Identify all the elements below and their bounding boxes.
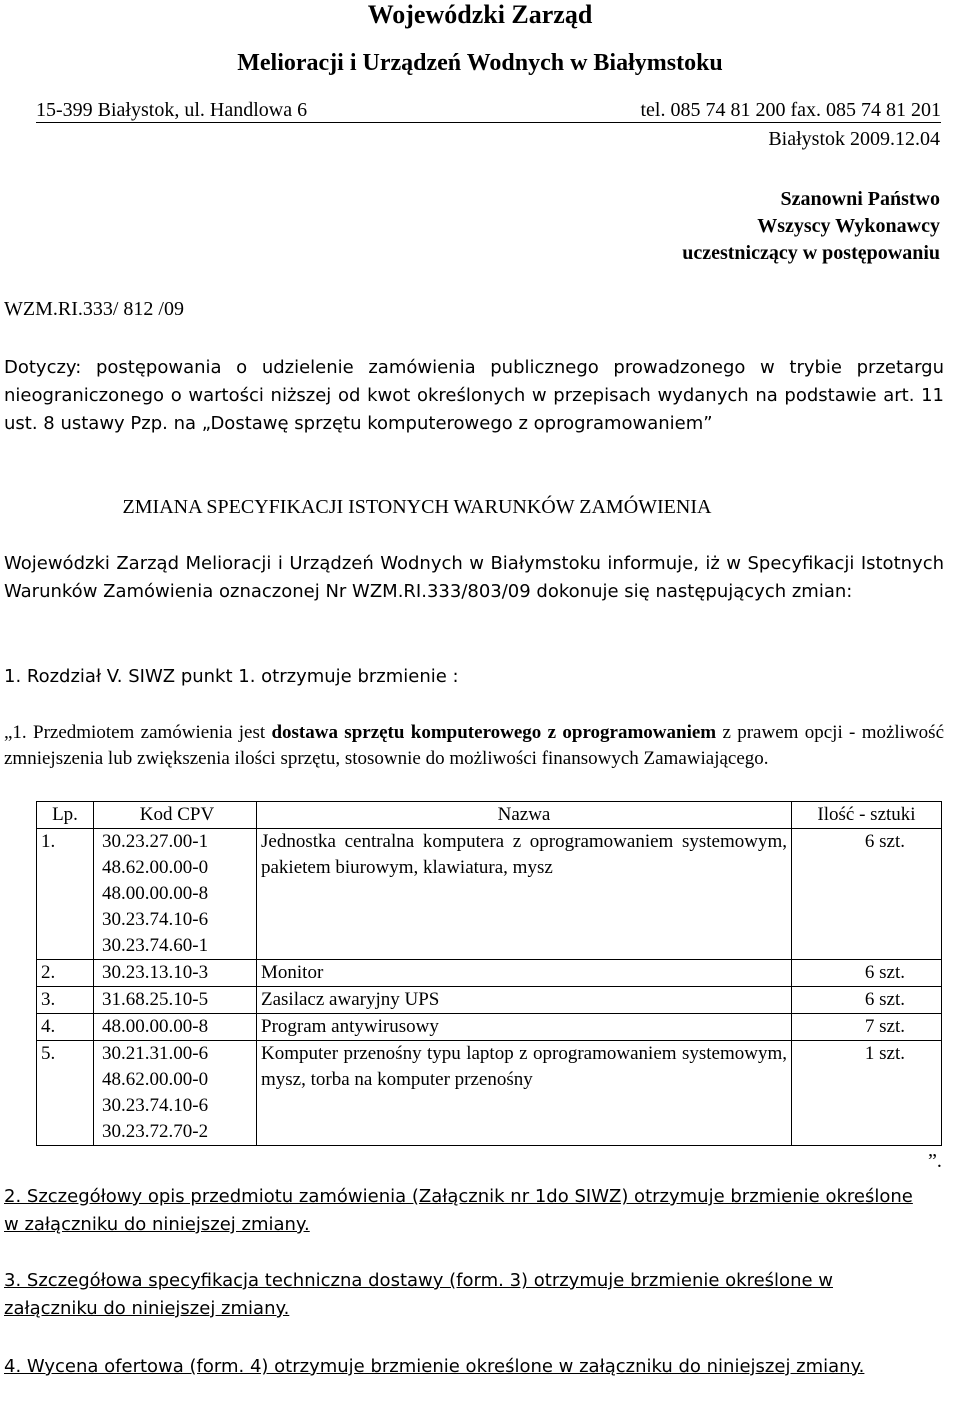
cell-name: Program antywirusowy <box>257 1014 792 1041</box>
address-line <box>36 98 941 123</box>
document-heading: ZMIANA SPECYFIKACJI ISTONYCH WARUNKÓW ZAMÓWIENIA <box>122 496 712 518</box>
change-4-text: 4. Wycena ofertowa (form. 4) otrzymuje brzmienie określone w załączniku do niniejszej zmiany. <box>4 1356 865 1377</box>
header-qty: Ilość - sztuki <box>792 802 942 829</box>
table-row <box>37 829 942 960</box>
header-cpv: Kod CPV <box>94 802 257 829</box>
closing-quote: ”. <box>928 1150 942 1172</box>
cell-lp: 3. <box>37 987 94 1014</box>
cell-cpv: 30.23.13.10-3 <box>94 960 257 987</box>
table-row <box>37 1014 942 1041</box>
phone-fax: tel. 085 74 81 200 fax. 085 74 81 201 <box>640 99 941 121</box>
cell-qty: 7 szt. <box>792 1014 942 1041</box>
table-header-row <box>37 802 942 829</box>
change-2-text: 2. Szczegółowy opis przedmiotu zamówienia (Załącznik nr 1do SIWZ) otrzymuje brzmienie określone w załączniku do niniejszej zmiany. <box>4 1186 913 1235</box>
org-title-line2: Melioracji i Urządzeń Wodnych w Białymstoku <box>237 50 723 76</box>
recipient-line: uczestniczący w postępowaniu <box>682 242 940 264</box>
change-1-label: 1. Rozdział V. SIWZ punkt 1. otrzymuje brzmienie : <box>4 666 459 687</box>
org-title-line1: Wojewódzki Zarząd <box>367 0 593 29</box>
recipient-line: Wszyscy Wykonawcy <box>757 215 940 237</box>
recipient-line: Szanowni Państwo <box>780 188 940 210</box>
change-1-text-start: „1. Przedmiotem zamówienia jest <box>4 722 272 743</box>
cell-cpv: 30.23.27.00-1 48.62.00.00-0 48.00.00.00-8 30.23.74.10-6 30.23.74.60-1 <box>94 829 257 960</box>
change-1-text <box>4 720 944 772</box>
cell-lp: 1. <box>37 829 94 960</box>
cell-qty: 6 szt. <box>792 987 942 1014</box>
cell-name: Komputer przenośny typu laptop z oprogramowaniem systemowym, mysz, torba na komputer przenośny <box>257 1041 792 1146</box>
postal-address: 15-399 Białystok, ul. Handlowa 6 <box>36 99 308 121</box>
change-1-text-bold: dostawa sprzętu komputerowego z oprogramowaniem <box>271 722 717 743</box>
subject-paragraph: Dotyczy: postępowania o udzielenie zamówienia publicznego prowadzonego w trybie przetargu nieograniczonego o wartości niższej od kwot określonych w przepisach wydanych na podstawie art. 11 ust. 8 ustawy Pzp. na „Dostawę sprzętu komputerowego z oprogramowaniem” <box>4 357 944 434</box>
cell-lp: 5. <box>37 1041 94 1146</box>
cell-qty: 6 szt. <box>792 960 942 987</box>
cell-cpv: 31.68.25.10-5 <box>94 987 257 1014</box>
cell-qty: 6 szt. <box>792 829 942 960</box>
table-row <box>37 1041 942 1146</box>
items-table <box>36 801 942 1146</box>
change-1-text-end: z prawem opcji - możliwość zmniejszenia lub zwiększenia ilości sprzętu, stosownie do możliwości finansowych Zamawiającego. <box>4 722 945 769</box>
letter-date: Białystok 2009.12.04 <box>768 128 940 150</box>
cell-cpv: 30.21.31.00-6 48.62.00.00-0 30.23.74.10-6 30.23.72.70-2 <box>94 1041 257 1146</box>
header-lp: Lp. <box>37 802 94 829</box>
header-name: Nazwa <box>257 802 792 829</box>
intro-paragraph: Wojewódzki Zarząd Melioracji i Urządzeń Wodnych w Białymstoku informuje, iż w Specyfikacji Istotnych Warunków Zamówienia oznaczonej Nr WZM.RI.333/803/09 dokonuje się następujących zmian: <box>4 553 944 602</box>
reference-number: WZM.RI.333/ 812 /09 <box>4 298 184 320</box>
table-row <box>37 987 942 1014</box>
recipients-block <box>682 186 940 267</box>
cell-lp: 2. <box>37 960 94 987</box>
change-3-text: 3. Szczegółowa specyfikacja techniczna dostawy (form. 3) otrzymuje brzmienie określone w załączniku do niniejszej zmiany. <box>4 1270 833 1319</box>
cell-name: Monitor <box>257 960 792 987</box>
cell-name: Zasilacz awaryjny UPS <box>257 987 792 1014</box>
cell-cpv: 48.00.00.00-8 <box>94 1014 257 1041</box>
cell-qty: 1 szt. <box>792 1041 942 1146</box>
cell-lp: 4. <box>37 1014 94 1041</box>
cell-name: Jednostka centralna komputera z oprogramowaniem systemowym, pakietem biurowym, klawiatura, mysz <box>257 829 792 960</box>
table-row <box>37 960 942 987</box>
